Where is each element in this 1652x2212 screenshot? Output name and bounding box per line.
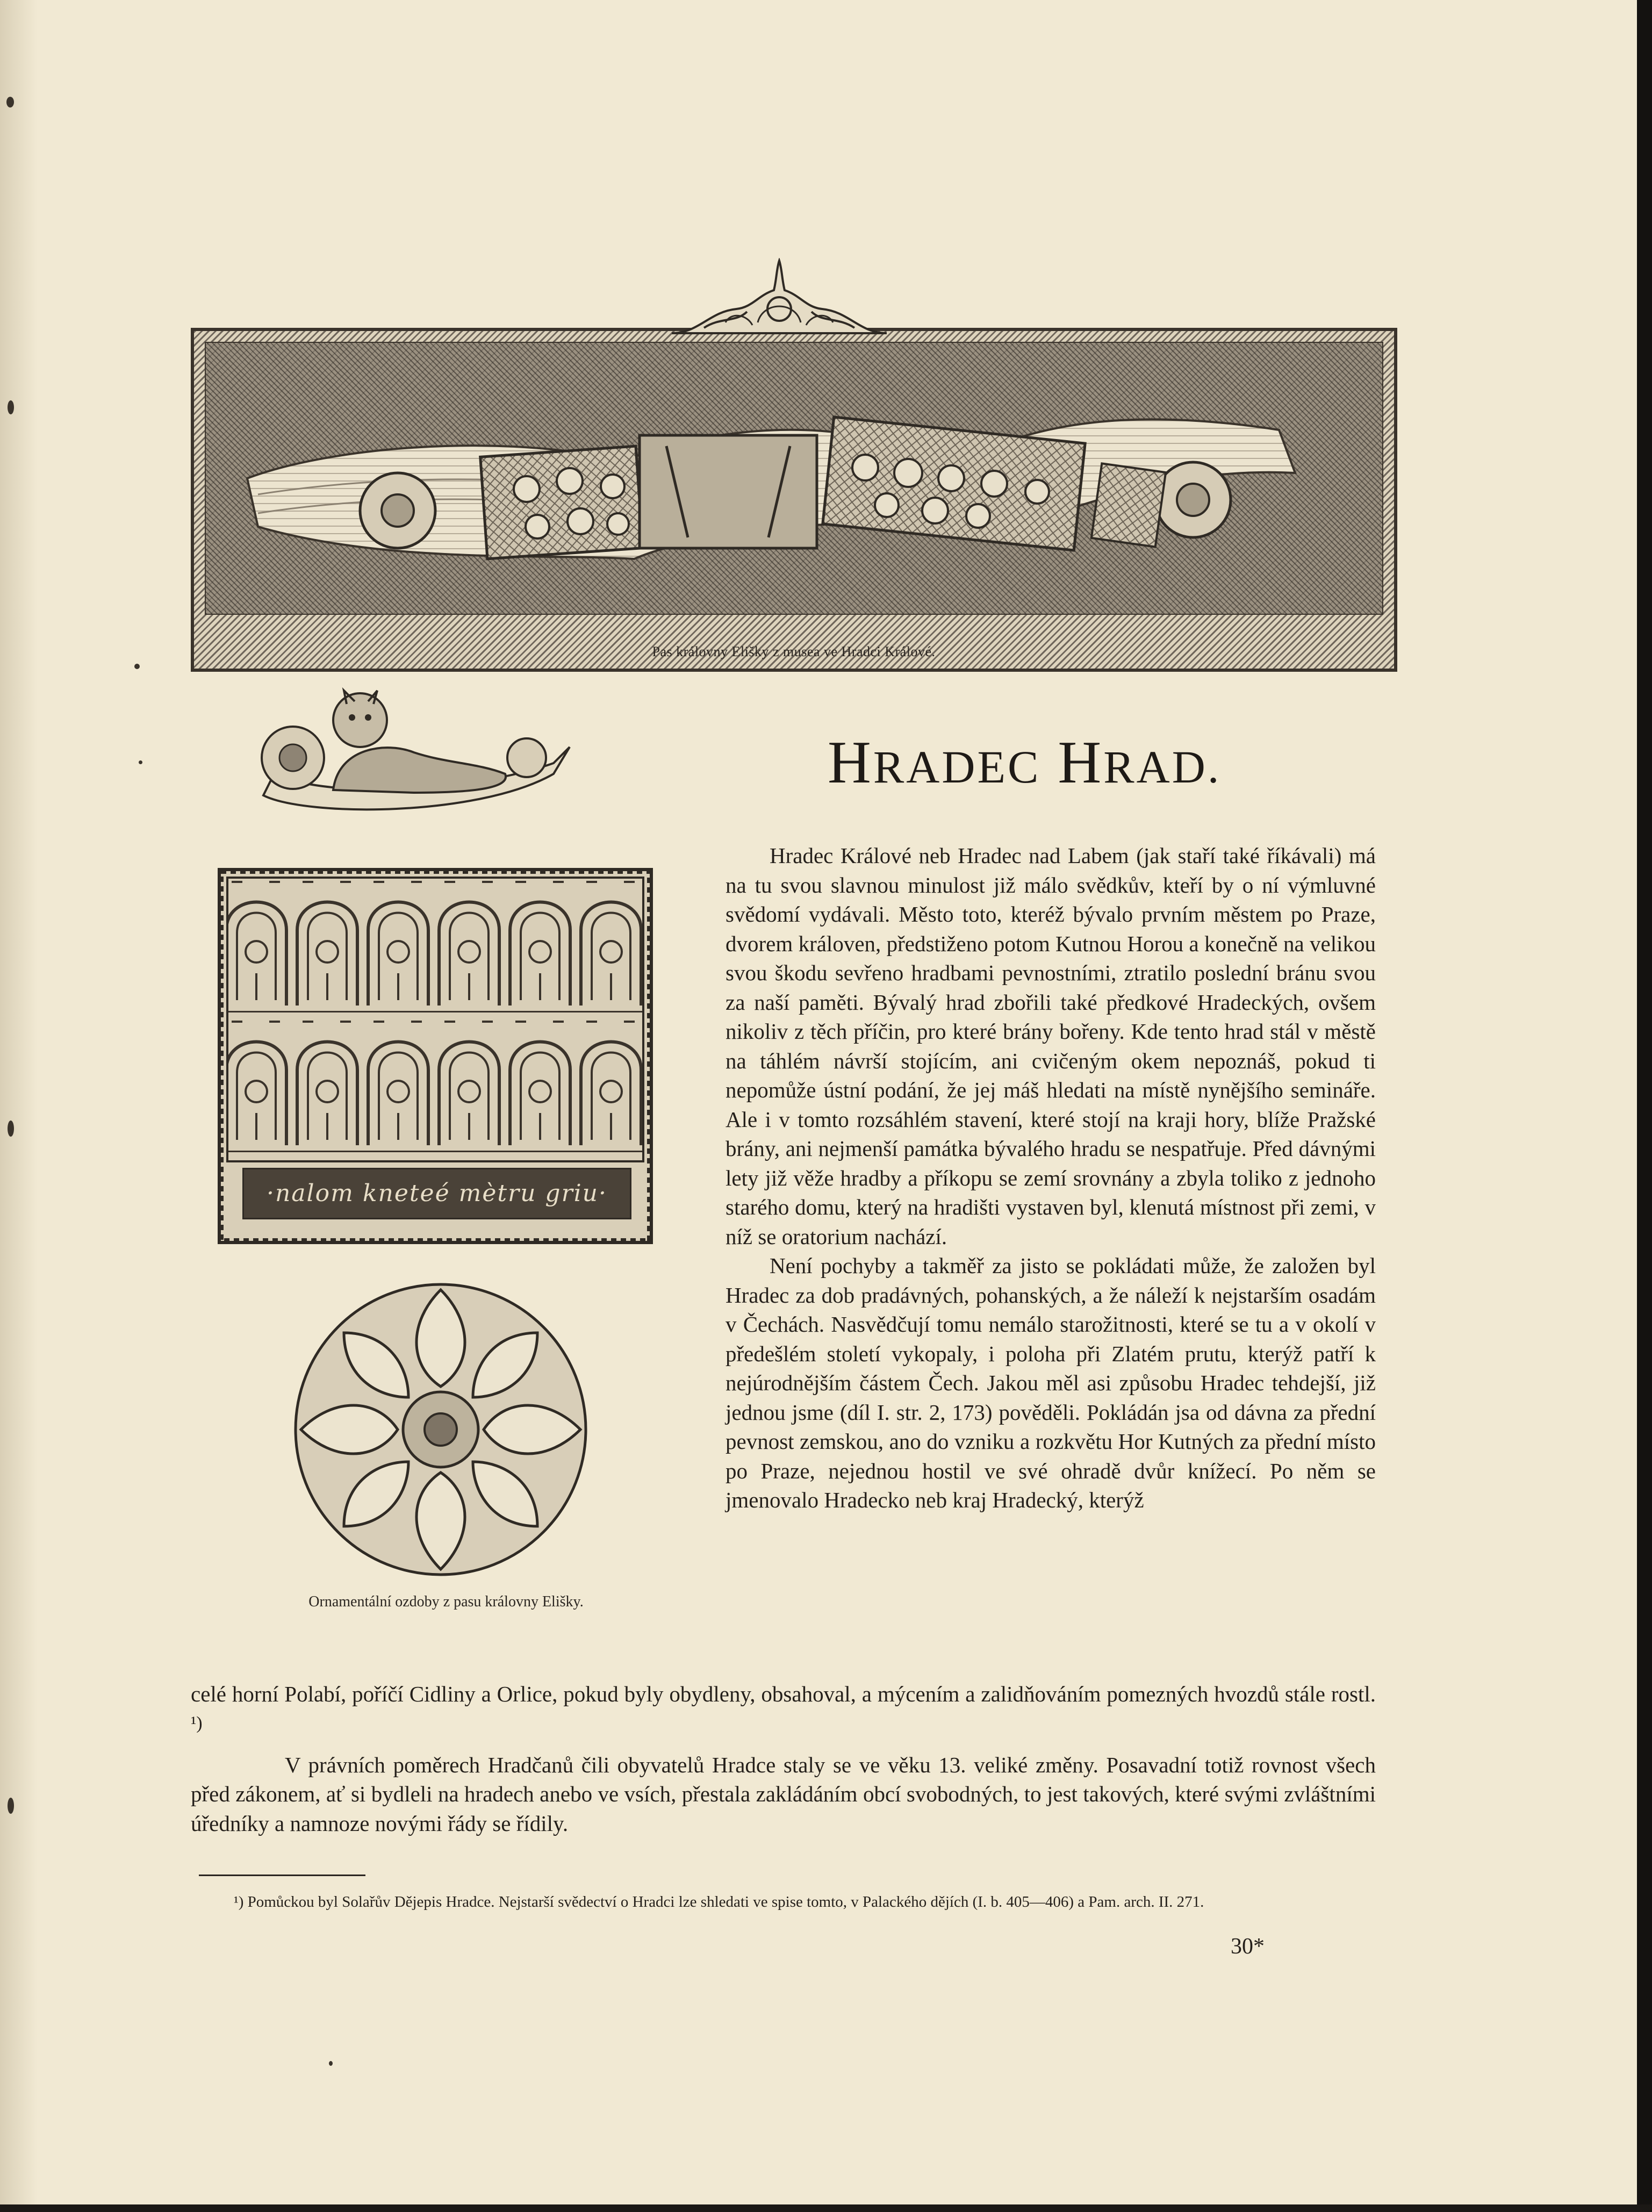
body-paragraph: Není pochyby a takměř za jisto se pokládati může, že založen byl Hradec za dob pradávných, pohanských, a že náleží k nejstarším osadám v Čechách. Nasvědčují tomu nemálo starožitnosti, které se tu a v okolí v předešlém století vykopaly, i poloha při Zlatém prutu, kterýž patří k nejúrodnějším částem Čech. Jakou měl asi způsobu Hradec tehdejší, již jednou jsme (díl I. str. 2, 173) pověděli. Pokládán jsa od dávna za přední pevnost zemskou, ano do vzniku a rozkvětu Hor Kutných za přední místo po Praze, nejednou hostil ve své ohradě dvůr knížecí. Po něm se jmenovalo Hradecko neb kraj Hradecký, kterýž <box>726 1253 1376 1512</box>
footnote <box>191 1892 1376 1912</box>
rosette-ornament-drawing <box>279 1268 607 1591</box>
footnote-text: Pomůckou byl Solařův Dějepis Hradce. Nejstarší svědectví o Hradci lze shledati ve spise tomto, v Palackého dějích (I. b. 405—406) a Pam. arch. II. 271. <box>247 1893 1204 1911</box>
footnote-rule <box>199 1875 365 1876</box>
title-initial: H <box>1058 729 1104 796</box>
body-paragraph: Hradec Králové neb Hradec nad Labem (jak staří také říkávali) má na tu svou slavnou minulost již málo svědkův, kteří by o ní výmluvné svědomí vydávali. Město toto, kteréž bývalo prvním městem po Praze, dvorem královen, předstiženo potom Kutnou Horou a konečně na velikou svou škodu sevřeno hradbami pevnostními, ztratilo poslední bránu svou za naší paměti. Bývalý hrad zbořili také předkové Hradeckých, ovšem nikoliv z těch příčin, pro které brány bořeny. Kde tento hrad stál v městě na táhlém návrší stojícím, ani cvičeným okem nepoznáš, pokud ti nepomůže ústní podání, že jej máš hledati na místě nynějšího semináře. Ale i v tomto rozsáhlém stavení, které stojí na kraji hory, blíže Pražské brány, ani nejmenší památka bývalého hradu se nespatřuje. Před dávnými lety již věže hradby a příkopu se zemí srovnány a zbyla toliko z jednoho starého domu, který na hradišti vystaven byl, klenutá místnost při zemi, v níž se oratorium nachází. <box>726 843 1376 1249</box>
page-edge-bottom <box>0 2204 1652 2212</box>
binding-mark <box>8 400 14 414</box>
footnote-mark: ¹) <box>234 1893 244 1911</box>
binding-mark <box>8 1798 14 1814</box>
title-word: RADEC <box>873 741 1041 793</box>
body-column <box>726 841 1376 1515</box>
belt-caption: Pas královny Elišky z musea ve Hradci Králové. <box>652 644 936 659</box>
page-shadow <box>0 0 38 2212</box>
body-paragraph-continued: celé horní Polabí, poříčí Cidliny a Orlice, pokud byly obydleny, obsahoval, a mýcením a zalidňováním pomezných hvozdů stále rostl. $^{^1)}$ <box>191 1682 1376 1733</box>
printer-signature: 30* <box>1231 1934 1265 1959</box>
ornament-caption: Ornamentální ozdoby z pasu královny Elišky. <box>308 1593 584 1610</box>
body-full-width <box>191 1679 1376 1844</box>
title-word: RAD. <box>1103 741 1222 793</box>
binding-mark <box>329 2061 333 2066</box>
ornamental-crest <box>666 258 892 339</box>
chapter-title <box>828 728 1311 798</box>
binding-mark <box>134 664 140 669</box>
footnote-reference[interactable]: ¹) <box>191 1713 203 1733</box>
title-initial: H <box>828 729 873 796</box>
binding-mark <box>6 97 14 107</box>
belt-drawing <box>226 387 1333 613</box>
body-paragraph: V právních poměrech Hradčanů čili obyvatelů Hradce staly se ve věku 13. veliké změny. Posavadní totiž rovnost všech před zákonem, ať si bydleli na hradech anebo ve vsích, přestala zakládáním obcí svobodných, to jest takových, které svými zvláštními úředníky a namnoze novými řády se řídily. <box>191 1752 1376 1836</box>
page-edge-right <box>1637 0 1652 2212</box>
binding-mark <box>8 1121 14 1137</box>
gothic-panel-drawing <box>218 868 653 1244</box>
binding-mark <box>139 760 142 764</box>
lion-ornament-drawing <box>253 683 580 822</box>
panel-inscription: ·nalom kneteé mètru griu· <box>242 1168 631 1219</box>
